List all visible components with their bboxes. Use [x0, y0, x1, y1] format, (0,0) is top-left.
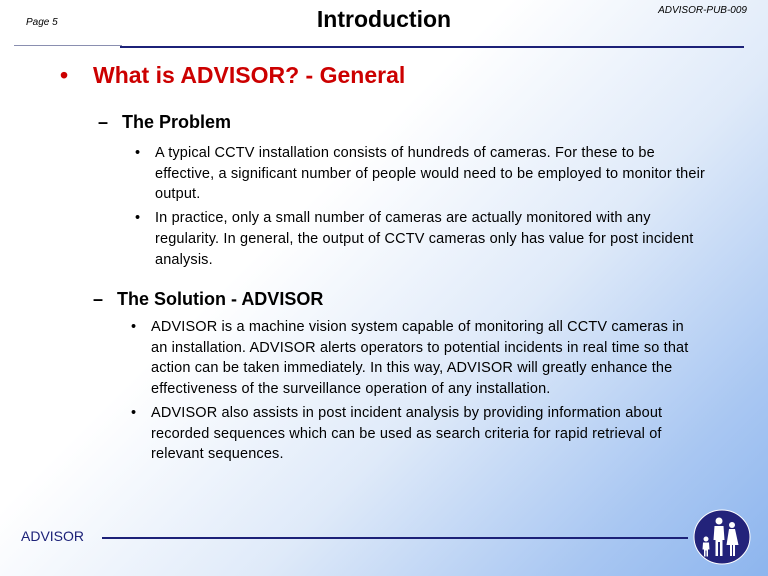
- problem-title: The Problem: [122, 112, 232, 132]
- list-item: [131, 317, 703, 400]
- document-id: ADVISOR-PUB-009: [658, 5, 747, 16]
- solution-subheading: [93, 289, 323, 310]
- list-item-text: ADVISOR is a machine vision system capable of monitoring all CCTV cameras in an installation. ADVISOR alerts operators to potential incidents in real time so that action can be taken immediately. In this way, ADVISOR will greatly enhance the effectiveness of the surveillance operation of any installation.: [151, 319, 689, 398]
- list-item-text: A typical CCTV installation consists of hundreds of cameras. For these to be effective, a significant number of people would need to be employed to monitor their output.: [155, 145, 705, 203]
- list-item-text: In practice, only a small number of cameras are actually monitored with any regularity. In general, the output of CCTV cameras only has value for post incident analysis.: [155, 210, 694, 268]
- footer-divider: [102, 537, 688, 539]
- bullet-dot: •: [135, 145, 141, 161]
- bullet-dot: •: [131, 319, 137, 335]
- bullet-dot: •: [131, 404, 137, 421]
- list-item: [135, 208, 705, 270]
- heading-text: What is ADVISOR? - General: [93, 62, 406, 88]
- heading-bullet: •: [60, 62, 69, 88]
- slide-title: Introduction: [316, 6, 452, 32]
- bullet-dot: •: [135, 210, 141, 227]
- list-item-text: ADVISOR also assists in post incident analysis by providing information about recorded sequences which can be used as search criteria for rapid retrieval of relevant sequences.: [151, 404, 663, 463]
- footer-brand-label: ADVISOR: [21, 528, 85, 544]
- page-number-label: Page 5: [26, 17, 58, 28]
- problem-dash: –: [98, 112, 109, 132]
- list-item: [135, 143, 705, 205]
- family-icon: [693, 509, 751, 565]
- solution-title: The Solution - ADVISOR: [117, 289, 324, 309]
- problem-subheading: [98, 112, 231, 133]
- header-divider: [120, 46, 744, 48]
- section-heading: [60, 62, 405, 89]
- header-divider-thin: [14, 45, 122, 46]
- solution-bullet-list: [131, 317, 703, 468]
- problem-bullet-list: [135, 143, 705, 273]
- solution-dash: –: [93, 289, 104, 309]
- list-item: [131, 403, 703, 465]
